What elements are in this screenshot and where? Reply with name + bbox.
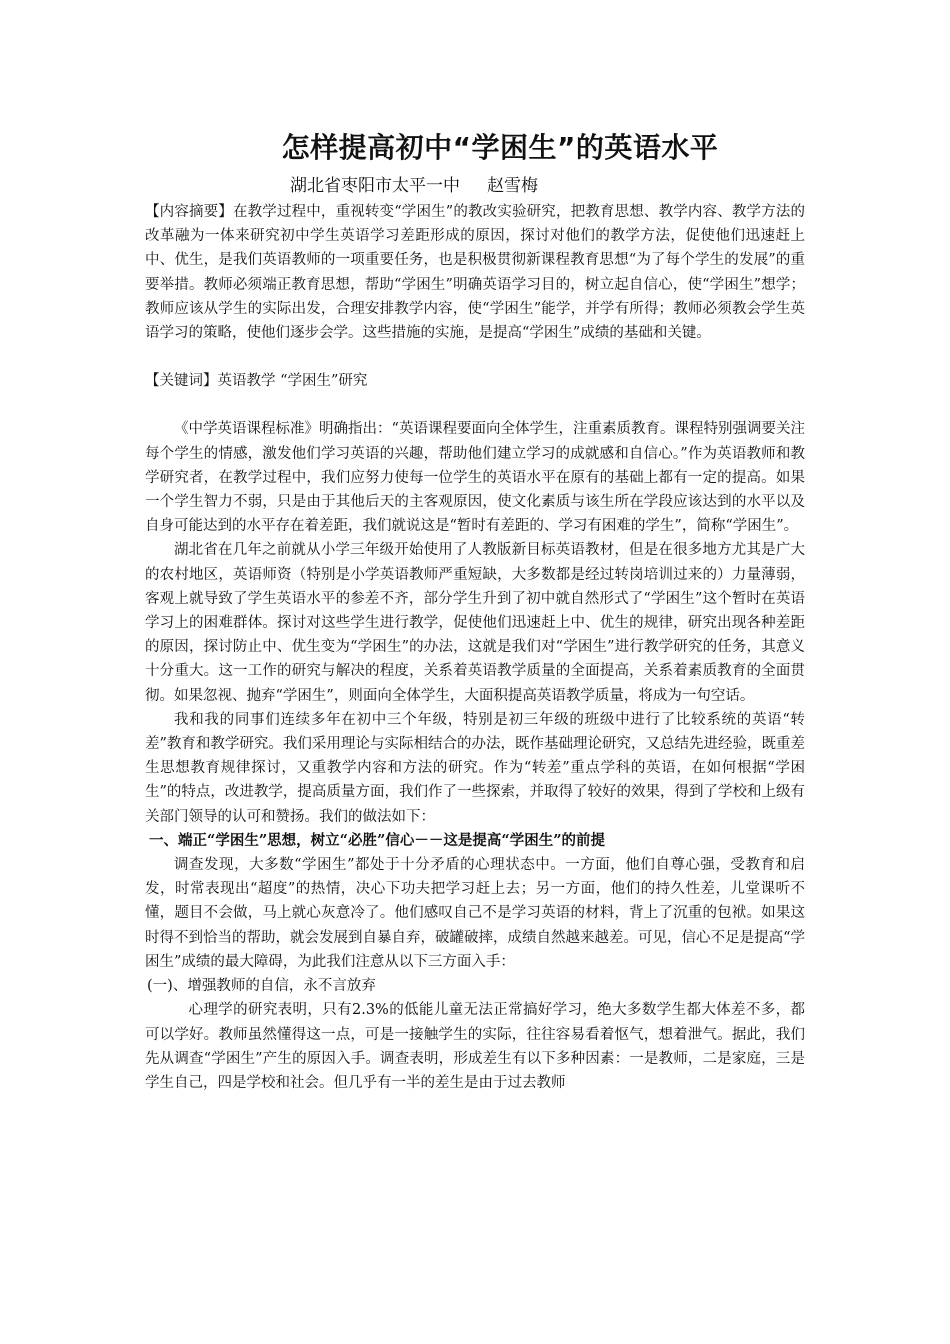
body-paragraph-1: 《中学英语课程标准》明确指出：“英语课程要面向全体学生，注重素质教育。课程特别强调要关注每个学生的情感，激发他们学习英语的兴趣，帮助他们建立学习的成就感和自信心。”作为英语教师和教学研究者，在教学过程中，我们应努力使每一位学生的英语水平在原有的基础上都有一定的提高。如果一个学生智力不弱，只是由于其他后天的主客观原因，使文化素质与该生所在学段应该达到的水平以及自身可能达到的水平存在着差距，我们就说这是“暂时有差距的、学习有困难的学生”，简称“学困生”。 <box>145 421 805 535</box>
section-heading-1: 一、端正“学困生”思想，树立“必胜”信心－－这是提高“学困生”的前提 <box>149 831 606 849</box>
abstract-text: 在教学过程中，重视转变“学困生”的教改实验研究，把教育思想、教学内容、教学方法的改革融为一体来研究初中学生英语学习差距形成的原因，探讨对他们的教学方法，促使他们迅速赶上中、优生，是我们英语教师的一项重要任务，也是积极贯彻新课程教育思想“为了每个学生的发展”的重要举措。教师必须端正教育思想，帮助“学困生”明确英语学习目的，树立起自信心，使“学困生”想学；教师应该从学生的实际出发，合理安排教学内容，使“学困生”能学，并学有所得；教师必须教会学生英语学习的策略，使他们逐步会学。这些措施的实施，是提高“学困生”成绩的基础和关键。 <box>145 204 806 342</box>
body-paragraph-3: 我和我的同事们连续多年在初中三个年级，特别是初三年级的班级中进行了比较系统的英语“转差”教育和教学研究。我们采用理论与实际相结合的办法，既作基础理论研究，又总结先进经验，既重差生思想教育规律探讨，又重教学内容和方法的研究。作为“转差”重点学科的英语，在如何根据“学困生”的特点，改进教学，提高质量方面，我们作了一些探索，并取得了较好的效果，得到了学校和上级有关部门领导的认可和赞扬。我们的做法如下： <box>145 711 805 825</box>
body-paragraph-2: 湖北省在几年之前就从小学三年级开始使用了人教版新目标英语教材，但是在很多地方尤其是广大的农村地区，英语师资（特别是小学英语教师严重短缺，大多数都是经过转岗培训过来的）力量薄弱，客观上就导致了学生英语水平的参差不齐，部分学生升到了初中就自然形式了“学困生”这个暂时在英语学习上的困难群体。探讨对这些学生进行教学，促使他们迅速赶上中、优生的规律，研究出现各种差距的原因，探讨防止中、优生变为“学困生”的办法，这就是我们对“学困生”进行教学研究的任务，其意义十分重大。这一工作的研究与解决的程度，关系着英语教学质量的全面提高，关系着素质教育的全面贯彻。如果忽视、抛弃“学困生”，则面向全体学生，大面积提高英语教学质量，将成为一句空话。 <box>145 542 805 704</box>
section-1-paragraph: 调查发现，大多数“学困生”都处于十分矛盾的心理状态中。一方面，他们自尊心强，受教育和启发，时常表现出“超度”的热情，决心下功夫把学习赶上去；另一方面，他们的持久性差，儿堂课听不懂，题目不会做，马上就心灰意冷了。他们感叹自己不是学习英语的材料，背上了沉重的包袱。如果这时得不到恰当的帮助，就会发展到自暴自弃，破罐破摔，成绩自然越来越差。可见，信心不足是提高“学困生”成绩的最大障碍，为此我们注意从以下三方面入手： <box>145 857 805 970</box>
keywords-text: 英语教学 “学困生”研究 <box>217 373 368 390</box>
keywords-label: 【关键词】 <box>145 373 218 390</box>
keywords-line <box>145 369 805 393</box>
document-title: 怎样提高初中“学困生”的英语水平 <box>281 131 719 164</box>
subsection-1-paragraph: 心理学的研究表明，只有2.3%的低能儿童无法正常搞好学习，绝大多数学生都大体差不多，都可以学好。教师虽然懂得这一点，可是一接触学生的实际，往往容易看着怄气，想着泄气。据此，我们先从调查“学困生”产生的原因入手。调查表明，形成差生有以下多种因素：一是教师，二是家庭，三是学生自己，四是学校和社会。但几乎有一半的差生是由于过去教师 <box>145 1002 805 1091</box>
document-page <box>145 128 805 1095</box>
author-line: 湖北省枣阳市太平一中 赵雪梅 <box>290 176 539 196</box>
abstract-label: 【内容摘要】 <box>145 204 233 220</box>
spacer <box>145 393 805 417</box>
subsection-heading-1: (一)、增强教师的自信，永不言放弃 <box>147 978 376 995</box>
abstract-paragraph <box>145 200 805 345</box>
spacer <box>145 345 805 369</box>
